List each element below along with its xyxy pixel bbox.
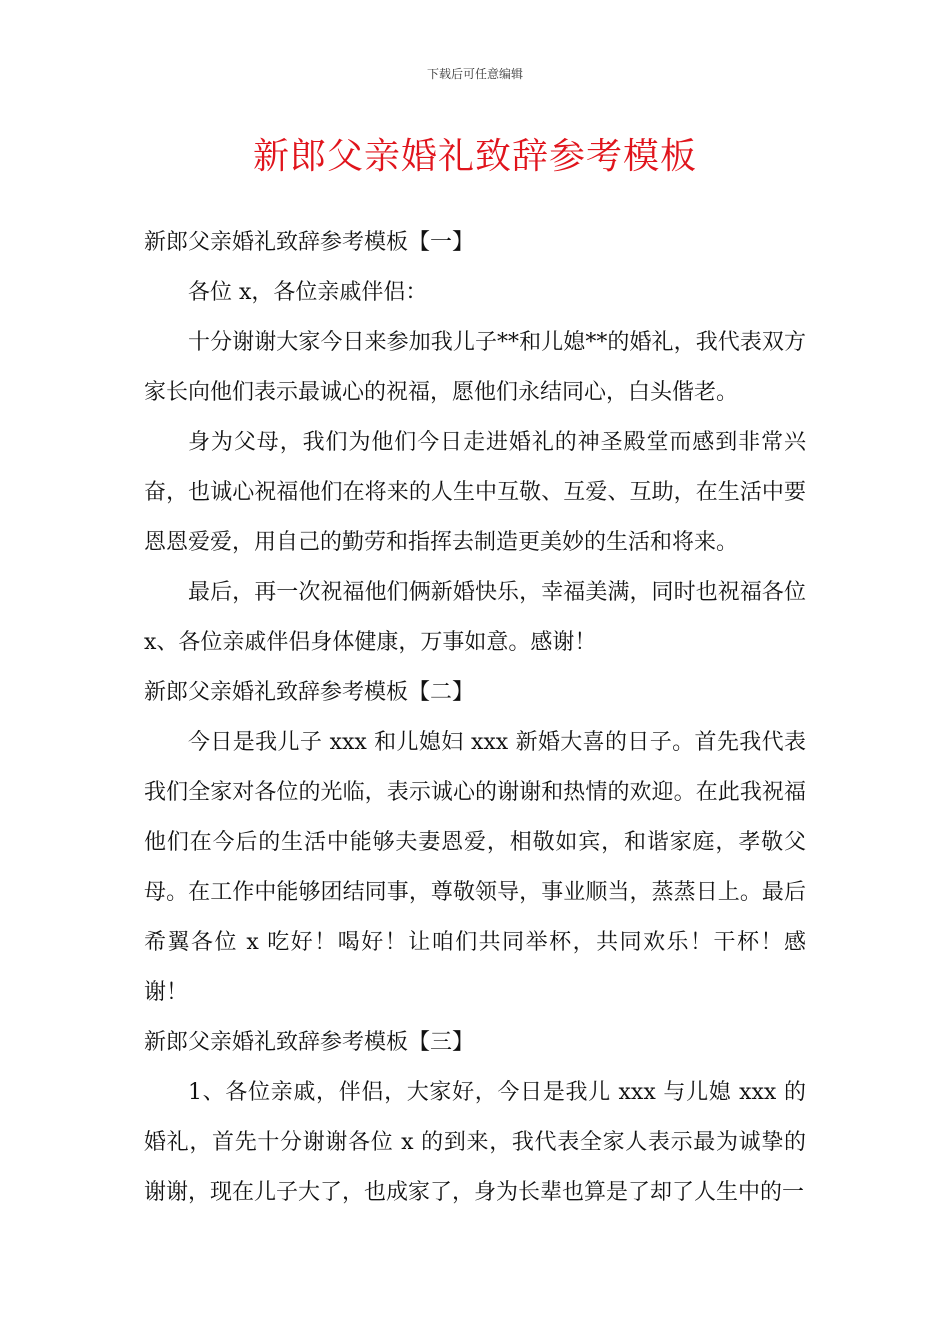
page-title: 新郎父亲婚礼致辞参考模板 [252, 136, 697, 177]
paragraph: 今日是我儿子 xxx 和儿媳妇 xxx 新婚大喜的日子。首先我代表我们全家对各位的光临，表示诚心的谢谢和热情的欢迎。在此我祝福他们在今后的生活中能够夫妻恩爱，相敬如宾，和谐家庭，孝敬父母。在工作中能够团结同事，尊敬领导，事业顺当，蒸蒸日上。最后希翼各位 x 吃好！喝好！让咱们共同举杯，共同欢乐！干杯！感谢！ [144, 730, 806, 1005]
paragraph: 最后，再一次祝福他们俩新婚快乐，幸福美满，同时也祝福各位 x、各位亲戚伴侣身体健康，万事如意。感谢！ [144, 580, 806, 655]
document-body [144, 218, 806, 1218]
header-note: 下载后可任意编辑 [426, 67, 523, 81]
paragraph: 身为父母，我们为他们今日走进婚礼的神圣殿堂而感到非常兴奋，也诚心祝福他们在将来的人生中互敬、互爱、互助，在生活中要恩恩爱爱，用自己的勤劳和指挥去制造更美妙的生活和将来。 [144, 430, 806, 555]
paragraph-greeting: 各位 x，各位亲戚伴侣： [188, 280, 428, 305]
section-heading-2: 新郎父亲婚礼致辞参考模板【二】 [144, 680, 475, 705]
paragraph: 1、各位亲戚，伴侣，大家好，今日是我儿 xxx 与儿媳 xxx 的婚礼，首先十分谢谢各位 x 的到来，我代表全家人表示最为诚挚的谢谢，现在儿子大了，也成家了，身为长辈也算是了却了人生中的一 [144, 1080, 806, 1205]
paragraph: 十分谢谢大家今日来参加我儿子**和儿媳**的婚礼，我代表双方家长向他们表示最诚心的祝福，愿他们永结同心，白头偕老。 [144, 330, 806, 405]
section-heading-3: 新郎父亲婚礼致辞参考模板【三】 [144, 1030, 475, 1055]
section-heading-1: 新郎父亲婚礼致辞参考模板【一】 [144, 230, 475, 255]
